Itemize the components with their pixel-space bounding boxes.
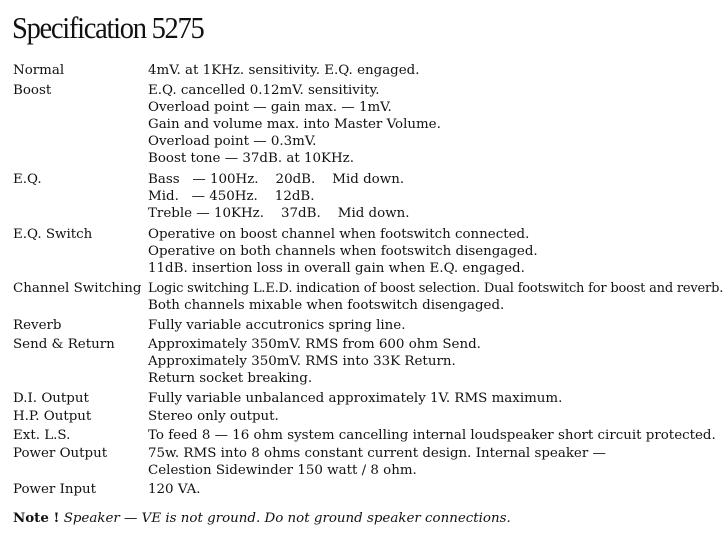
spec-value-boost-line2: Overload point — gain max. — 1mV.: [148, 100, 392, 115]
spec-label-eq: E.Q.: [13, 172, 42, 187]
spec-value-reverb-line1: Fully variable accutronics spring line.: [148, 318, 406, 333]
spec-value-power-input-line1: 120 VA.: [148, 482, 201, 497]
spec-value-power-output-line1: 75w. RMS into 8 ohms constant current design. Internal speaker —: [148, 446, 606, 461]
spec-value-eq-switch-line1: Operative on boost channel when footswitch connected.: [148, 227, 530, 242]
spec-value-send-return-line3: Return socket breaking.: [148, 371, 313, 386]
spec-value-eq-line3: Treble — 10KHz. 37dB. Mid down.: [148, 206, 410, 221]
spec-value-eq-line1: Bass — 100Hz. 20dB. Mid down.: [148, 172, 405, 187]
spec-value-eq-switch-line3: 11dB. insertion loss in overall gain when E.Q. engaged.: [148, 261, 525, 276]
spec-label-send-return: Send & Return: [13, 337, 115, 352]
spec-value-boost-line4: Overload point — 0.3mV.: [148, 134, 317, 149]
spec-value-send-return-line2: Approximately 350mV. RMS into 33K Return.: [148, 354, 456, 369]
spec-value-send-return-line1: Approximately 350mV. RMS from 600 ohm Send.: [148, 337, 481, 352]
spec-value-eq-switch-line2: Operative on both channels when footswitch disengaged.: [148, 244, 538, 259]
spec-value-channel-switching-line1: Logic switching L.E.D. indication of boost selection. Dual footswitch for boost and reverb.: [148, 281, 724, 296]
note-prefix: Note !: [13, 510, 60, 526]
spec-label-hp-output: H.P. Output: [13, 409, 92, 424]
footnote: [13, 509, 511, 528]
spec-value-power-output-line2: Celestion Sidewinder 150 watt / 8 ohm.: [148, 463, 417, 478]
spec-value-hp-output-line1: Stereo only output.: [148, 409, 279, 424]
spec-label-ext-ls: Ext. L.S.: [13, 428, 71, 443]
spec-label-reverb: Reverb: [13, 318, 62, 333]
spec-label-normal: Normal: [13, 63, 65, 78]
page-title: Specification 5275: [12, 10, 204, 45]
spec-label-power-output: Power Output: [13, 446, 108, 461]
spec-label-boost: Boost: [13, 83, 52, 98]
spec-value-di-output-line1: Fully variable unbalanced approximately 1V. RMS maximum.: [148, 391, 563, 406]
spec-value-boost-line1: E.Q. cancelled 0.12mV. sensitivity.: [148, 83, 380, 98]
spec-label-channel-switching: Channel Switching: [13, 281, 142, 296]
spec-value-channel-switching-line2: Both channels mixable when footswitch disengaged.: [148, 298, 505, 313]
spec-value-normal-line1: 4mV. at 1KHz. sensitivity. E.Q. engaged.: [148, 63, 420, 78]
spec-value-eq-line2: Mid. — 450Hz. 12dB.: [148, 189, 315, 204]
spec-label-power-input: Power Input: [13, 482, 97, 497]
note-text: Speaker — VE is not ground. Do not ground speaker connections.: [63, 511, 511, 526]
spec-value-ext-ls-line1: To feed 8 — 16 ohm system cancelling internal loudspeaker short circuit protected.: [148, 428, 716, 443]
spec-label-di-output: D.I. Output: [13, 391, 89, 406]
spec-value-boost-line5: Boost tone — 37dB. at 10KHz.: [148, 151, 354, 166]
spec-label-eq-switch: E.Q. Switch: [13, 227, 93, 242]
spec-value-boost-line3: Gain and volume max. into Master Volume.: [148, 117, 441, 132]
